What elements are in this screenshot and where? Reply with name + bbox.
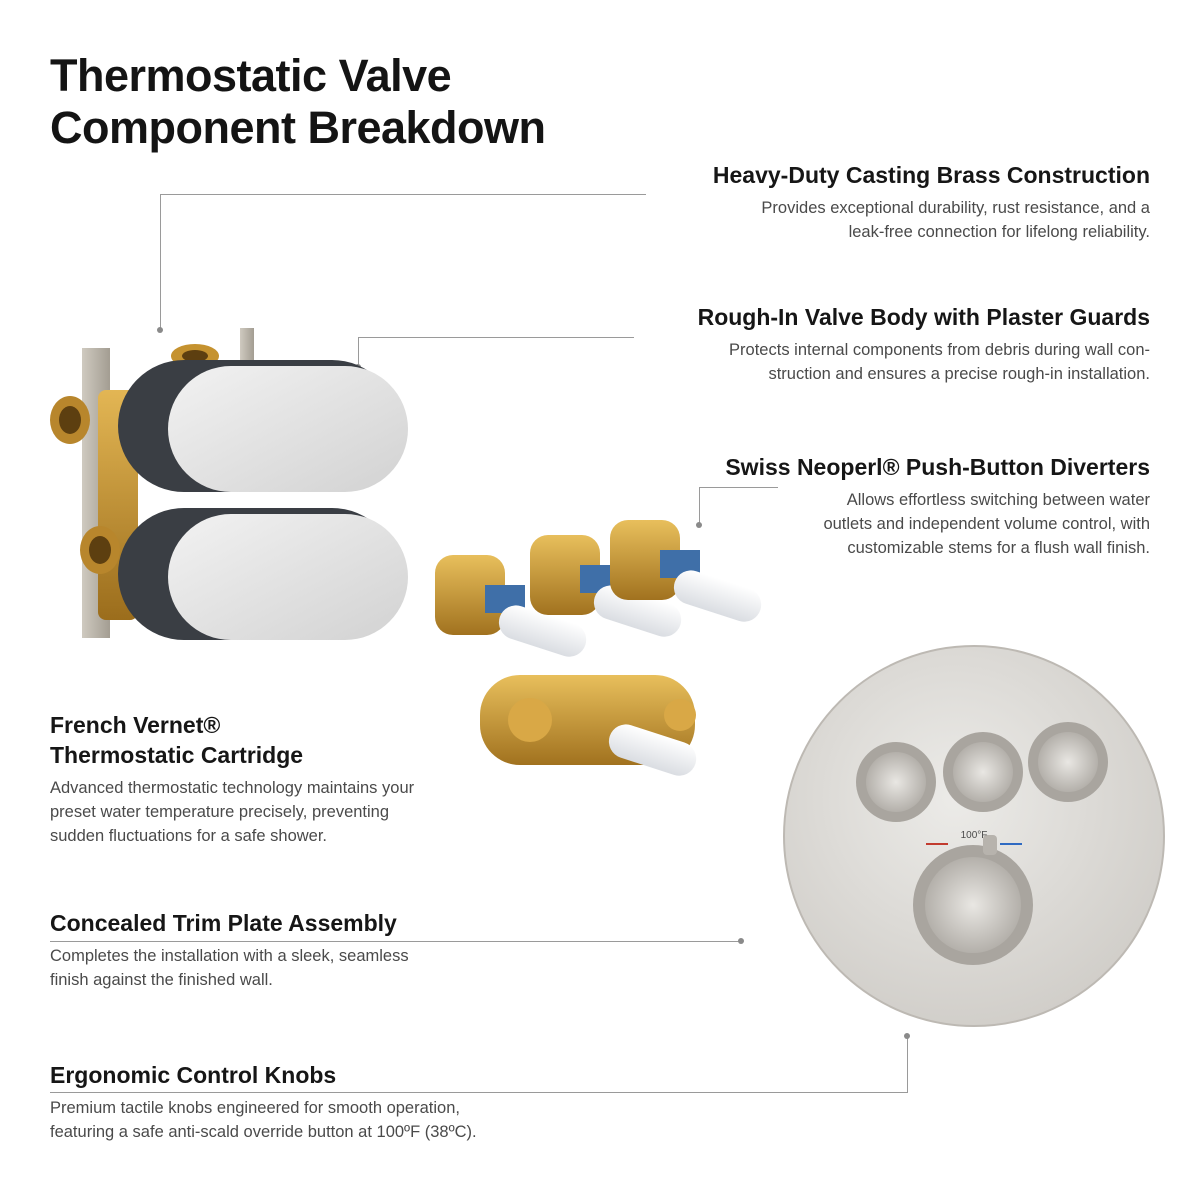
feature-diverters-desc-line-3: customizable stems for a flush wall finish. <box>847 539 1150 557</box>
feature-trim <box>50 908 409 992</box>
feature-rough-in-desc-line-2: struction and ensures a precise rough-in installation. <box>768 365 1150 383</box>
feature-diverters-heading: Swiss Neoperl® Push-Button Diverters <box>725 454 1150 480</box>
feature-rough-in-heading: Rough-In Valve Body with Plaster Guards <box>697 304 1150 330</box>
feature-casting-desc-line-2: leak-free connection for lifelong reliability. <box>848 223 1150 241</box>
feature-cartridge-heading <box>50 710 414 770</box>
inlet-port-upper-bore <box>59 406 81 434</box>
feature-rough-in-desc-line-1: Protects internal components from debris during wall con- <box>729 341 1150 359</box>
title-line-1: Thermostatic Valve <box>50 50 452 101</box>
feature-knobs-heading: Ergonomic Control Knobs <box>50 1062 337 1088</box>
leader-casting-horizontal <box>160 194 646 195</box>
feature-casting <box>713 160 1150 244</box>
feature-casting-desc <box>713 196 1150 244</box>
feature-trim-desc-line-1: Completes the installation with a sleek, seamless <box>50 947 409 965</box>
control-knob-2[interactable] <box>943 732 1023 812</box>
feature-rough-in <box>698 302 1150 386</box>
thermostatic-cartridge-body <box>480 675 701 780</box>
leader-trim-dot <box>738 938 744 944</box>
feature-trim-desc <box>50 944 409 992</box>
leader-knobs-horizontal <box>50 1092 908 1093</box>
feature-cartridge <box>50 710 414 848</box>
feature-cartridge-desc-line-1: Advanced thermostatic technology maintains your <box>50 779 415 797</box>
feature-cartridge-desc-line-3: sudden fluctuations for a safe shower. <box>50 827 328 845</box>
feature-rough-in-desc <box>698 338 1150 386</box>
feature-cartridge-desc <box>50 776 414 848</box>
trim-plate-illustration <box>778 640 1170 1032</box>
feature-cartridge-desc-line-2: preset water temperature precisely, preventing <box>50 803 390 821</box>
leader-knobs-dot <box>904 1033 910 1039</box>
control-knob-1[interactable] <box>856 742 936 822</box>
rough-in-valve-body-illustration <box>40 320 420 670</box>
leader-casting-vertical <box>160 194 161 330</box>
control-knob-3[interactable] <box>1028 722 1108 802</box>
inlet-port-lower-bore <box>89 536 111 564</box>
diverters-illustration <box>425 505 795 790</box>
feature-diverters-desc-line-2: outlets and independent volume control, with <box>823 515 1150 533</box>
plaster-guard-upper-cap <box>168 366 408 492</box>
feature-diverters-desc-line-1: Allows effortless switching between water <box>846 491 1150 509</box>
leader-trim-horizontal <box>50 941 740 942</box>
title-line-2: Component Breakdown <box>50 102 546 153</box>
feature-knobs <box>50 1060 477 1144</box>
plaster-guard-lower-cap <box>168 514 408 640</box>
feature-knobs-desc-line-2: featuring a safe anti-scald override button at 100ºF (38ºC). <box>50 1123 477 1141</box>
feature-knobs-desc <box>50 1096 477 1144</box>
feature-cartridge-heading-line-1: French Vernet® <box>50 712 221 738</box>
leader-diverters-horizontal <box>699 487 778 488</box>
feature-trim-heading: Concealed Trim Plate Assembly <box>50 910 397 936</box>
feature-casting-desc-line-1: Provides exceptional durability, rust resistance, and a <box>761 199 1150 217</box>
feature-casting-heading: Heavy-Duty Casting Brass Construction <box>712 162 1150 188</box>
feature-cartridge-heading-line-2: Thermostatic Cartridge <box>50 742 304 768</box>
page-title <box>50 50 670 154</box>
leader-knobs-vertical <box>907 1036 908 1093</box>
feature-knobs-desc-line-1: Premium tactile knobs engineered for smooth operation, <box>50 1099 460 1117</box>
feature-trim-desc-line-2: finish against the finished wall. <box>50 971 273 989</box>
temperature-label: 100°F <box>960 830 988 841</box>
